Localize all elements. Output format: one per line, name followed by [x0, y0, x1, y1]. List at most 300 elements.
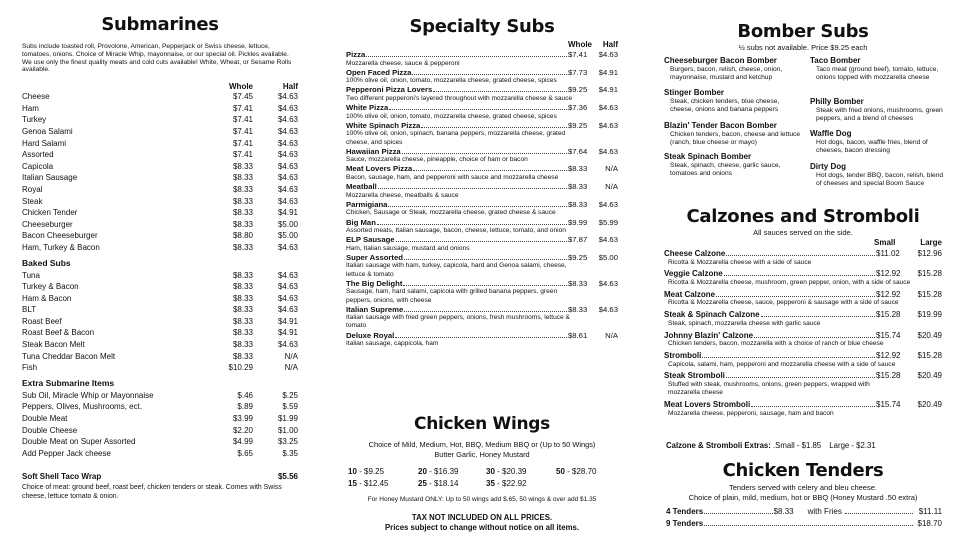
half-price: $4.63 — [598, 146, 618, 156]
item-description: Steak, spinach, mozzarella cheese with garlic sauce — [668, 319, 821, 327]
baked-subs-title: Baked Subs — [22, 257, 71, 268]
specialty-item-line — [346, 85, 618, 95]
dot-leader — [389, 109, 567, 110]
large-price: $15.28 — [917, 350, 942, 360]
half-price: $4.91 — [277, 328, 298, 338]
half-price: $4.63 — [277, 92, 298, 102]
half-price: $4.63 — [277, 293, 298, 303]
item-name: Meat Lovers Pizza — [346, 164, 413, 174]
extra-items-title: Extra Submarine Items — [22, 377, 115, 388]
whole-price: $8.33 — [232, 242, 253, 252]
whole-price: $8.61 — [568, 330, 588, 340]
half-price: N/A — [605, 164, 618, 174]
half-price: $4.91 — [598, 85, 618, 95]
half-price: $4.63 — [598, 50, 618, 59]
bomber-item — [664, 56, 804, 82]
half-price: $4.63 — [277, 103, 298, 113]
specialty-item-line — [346, 103, 618, 113]
item-name: Hard Salami — [22, 138, 67, 148]
item-description: Burgers, bacon, relish, cheese, onion, mayonnaise, mustard and ketchup — [670, 66, 783, 81]
dot-leader — [396, 241, 567, 242]
item-name: Tuna — [22, 270, 40, 280]
item-description: Taco meat (ground beef), tomato, lettuce, onions topped with mozzarella cheese — [816, 66, 939, 81]
dot-leader — [761, 316, 875, 317]
item-name: Open Faced Pizza — [346, 67, 412, 77]
menu-item-row — [22, 196, 298, 208]
calzone-extras-large: Large - $2.31 — [829, 441, 876, 450]
whole-price: $9.99 — [568, 217, 588, 227]
item-description: Chicken, Sausage or Steak, mozzarella cheese, grated cheese & sauce — [346, 209, 556, 217]
whole-price: $8.33 — [232, 208, 253, 218]
item-description: 100% olive oil, onion, spinach, banana peppers, mozzarella cheese, grated cheese, and spices — [346, 130, 566, 146]
item-description: Sauce, mozzarella cheese, pineapple, choice of ham or bacon — [346, 156, 528, 164]
wing-count: 25 — [418, 479, 427, 488]
calzone-item — [664, 290, 942, 308]
tenders-choice: Choice of plain, mild, medium, hot or BBQ (Honey Mustard .50 extra) — [688, 493, 918, 502]
bomber-item — [664, 121, 804, 147]
bomber-column — [664, 0, 942, 548]
tenders-list — [666, 506, 942, 530]
whole-price: $8.33 — [568, 164, 588, 174]
whole-price: $7.45 — [232, 92, 253, 102]
item-name: Steak Bacon Melt — [22, 340, 85, 350]
item-description: Mozzarella cheese, meatballs & sauce — [346, 191, 459, 199]
dot-leader — [403, 285, 567, 286]
half-price: $1.99 — [277, 414, 298, 424]
honey-mustard-note: For Honey Mustard ONLY: Up to 50 wings add $.65, 50 wings & over add $1.35 — [367, 496, 597, 503]
item-name: Stinger Bomber — [664, 88, 725, 97]
item-description: Chicken tenders, bacon, mozzarella with a choice of ranch or blue cheese — [668, 340, 884, 348]
item-name: Dirty Dog — [810, 162, 846, 171]
whole-price: $9.25 — [568, 252, 588, 262]
specialty-title: Specialty Subs — [409, 16, 555, 37]
menu-item-row — [22, 230, 298, 242]
whole-price: $8.33 — [568, 182, 588, 192]
specialty-list — [346, 50, 618, 348]
wings-price-grid — [348, 467, 616, 491]
extra-items-list — [22, 390, 298, 460]
dot-leader — [724, 275, 875, 276]
menu-item-row — [22, 103, 298, 115]
wings-choice: Choice of Mild, Medium, Hot, BBQ, Medium BBQ or (Up to 50 Wings) — [368, 440, 596, 449]
menu-item-row — [22, 207, 298, 219]
dot-leader — [413, 170, 567, 171]
whole-price: $8.33 — [232, 293, 253, 303]
item-name: Roast Beef & Bacon — [22, 328, 95, 338]
half-price: $4.63 — [277, 184, 298, 194]
item-description: Assorted meats, Italian sausage, bacon, cheese, lettuce, tomato, and onion — [346, 227, 566, 235]
item-description: Italian sausage with ham, turkey, capicola, hard and Genoa salami, cheese, lettuce & tomato — [346, 262, 567, 278]
item-description: 100% olive oil, onion, tomato, mozzarella cheese, grated cheese, spices — [346, 112, 557, 120]
whole-price: $9.25 — [568, 120, 588, 130]
small-header: Small — [874, 238, 896, 247]
specialty-item — [346, 305, 618, 331]
item-name: ELP Sausage — [346, 235, 395, 245]
whole-price: $2.20 — [232, 425, 253, 435]
wing-price: 20 - $16.39 — [418, 467, 459, 476]
whole-price: $7.36 — [568, 103, 588, 113]
bomber-item — [664, 152, 804, 178]
half-price: $4.63 — [277, 161, 298, 171]
item-description: Bacon, sausage, ham, and pepperoni with sauce and mozzarella cheese — [346, 173, 559, 181]
large-price: $15.28 — [917, 269, 942, 279]
wing-price: 10 - $9.25 — [348, 467, 385, 476]
specialty-item — [346, 182, 618, 200]
baked-subs-list — [22, 270, 298, 374]
dot-leader — [716, 296, 875, 297]
calzone-item-line — [664, 310, 942, 320]
item-name: Taco Bomber — [810, 56, 861, 65]
bomber-item — [810, 162, 944, 188]
whole-price: $8.80 — [232, 231, 253, 241]
item-name: Cheese — [22, 92, 50, 102]
item-name: Steak — [22, 196, 43, 206]
half-price: $4.63 — [598, 120, 618, 130]
taco-wrap-row — [22, 471, 298, 483]
item-name: Super Assorted — [346, 252, 403, 262]
whole-price: $7.41 — [568, 50, 588, 59]
menu-item-row — [22, 304, 298, 316]
half-price: $5.99 — [598, 217, 618, 227]
dot-leader — [366, 56, 567, 57]
item-name: Steak Stromboli — [664, 371, 725, 381]
item-name: White Pizza — [346, 103, 389, 113]
whole-price: $.65 — [237, 448, 253, 458]
item-name: 4 Tenders — [666, 507, 704, 516]
menu-item-row — [22, 351, 298, 363]
specialty-item — [346, 164, 618, 182]
whole-price: $8.33 — [232, 305, 253, 315]
dot-leader — [704, 525, 913, 526]
specialty-item-line — [346, 147, 618, 157]
menu-item-row — [22, 425, 298, 437]
specialty-item-line — [346, 68, 618, 78]
large-price: $19.99 — [917, 310, 942, 320]
half-price: $4.63 — [277, 196, 298, 206]
wings-title: Chicken Wings — [414, 414, 550, 434]
calzone-item-line — [664, 331, 942, 341]
item-name: Pizza — [346, 50, 366, 59]
item-description: Chicken tenders, bacon, cheese and lettuce (ranch, blue cheese or mayo) — [670, 131, 801, 146]
tenders-title: Chicken Tenders — [722, 460, 884, 481]
specialty-item — [346, 121, 618, 147]
half-price: $4.63 — [277, 126, 298, 136]
wing-price: 30 - $20.39 — [486, 467, 527, 476]
half-price: N/A — [284, 351, 298, 361]
half-price: N/A — [605, 182, 618, 192]
dot-leader — [702, 357, 875, 358]
item-name: Ham & Bacon — [22, 293, 72, 303]
item-name: Deluxe Royal — [346, 330, 395, 340]
whole-price: $8.33 — [568, 278, 588, 288]
specialty-item — [346, 147, 618, 165]
specialty-item — [346, 68, 618, 86]
calzone-extras-small: .Small - $1.85 — [773, 441, 822, 450]
item-name: BLT — [22, 305, 37, 315]
half-price: $4.63 — [277, 270, 298, 280]
item-name: Double Cheese — [22, 425, 78, 435]
taco-wrap-price: $5.56 — [277, 472, 298, 482]
half-header: Half — [282, 82, 298, 92]
small-price: $15.74 — [876, 399, 901, 409]
item-name: Cheese Calzone — [664, 249, 726, 258]
large-price: $12.96 — [917, 249, 942, 258]
item-name: Sub Oil, Miracle Whip or Mayonnaise — [22, 390, 154, 400]
whole-price: $7.41 — [232, 138, 253, 148]
specialty-header — [346, 40, 618, 50]
half-price: $4.63 — [277, 340, 298, 350]
whole-price: $8.33 — [232, 270, 253, 280]
calzones-header — [664, 238, 942, 247]
specialty-whole-header: Whole — [568, 40, 592, 49]
specialty-item-line — [346, 121, 618, 131]
whole-price: $.89 — [237, 402, 253, 412]
menu-item-row — [22, 362, 298, 374]
tender-price: $8.33 — [773, 507, 794, 516]
wing-price-value: $9.25 — [364, 467, 385, 476]
whole-price: $.46 — [237, 390, 253, 400]
dot-leader — [388, 206, 567, 207]
wing-price-value: $16.39 — [434, 467, 459, 476]
whole-price: $8.33 — [232, 328, 253, 338]
taco-wrap-name: Soft Shell Taco Wrap — [22, 472, 102, 482]
dot-leader — [726, 377, 875, 378]
calzone-item — [664, 249, 942, 267]
item-name: Fish — [22, 363, 38, 373]
large-price: $20.49 — [917, 330, 942, 340]
item-name: Genoa Salami — [22, 126, 73, 136]
menu-item-row — [22, 390, 298, 402]
item-name: Cheeseburger — [22, 219, 73, 229]
dot-leader — [704, 513, 772, 514]
wing-count: 50 — [556, 467, 565, 476]
specialty-item — [346, 235, 618, 253]
item-name: Double Meat — [22, 414, 68, 424]
item-description: Ricotta & Mozzarella cheese, sauce, pepperoni & sausage with a side of sauce — [668, 299, 899, 307]
item-description: Hot dogs, bacon, waffle fries, blend of cheeses, bacon dressing — [816, 139, 928, 154]
item-name: Meat Lovers Stromboli — [664, 399, 751, 409]
item-name: Johnny Blazin' Calzone — [664, 330, 754, 340]
half-price: $4.63 — [598, 199, 618, 209]
bomber-item — [810, 97, 944, 123]
menu-item-row — [22, 413, 298, 425]
whole-price: $7.41 — [232, 115, 253, 125]
menu-item-row — [22, 161, 298, 173]
calzone-item — [664, 269, 942, 287]
item-name: Stromboli — [664, 350, 702, 360]
menu-item-row — [22, 138, 298, 150]
menu-item-row — [22, 184, 298, 196]
calzone-item — [664, 310, 942, 328]
small-price: $15.74 — [876, 330, 901, 340]
small-price: $12.92 — [876, 269, 901, 279]
item-description: Two different pepperoni's layered throughout with mozzarella cheese & sauce — [346, 94, 573, 102]
item-name: Turkey & Bacon — [22, 282, 79, 292]
item-description: Sausage, ham, hard salami, capicola with grilled banana peppers, green peppers, onions, with cheese — [346, 288, 558, 304]
specialty-item-line — [346, 182, 618, 192]
half-price: $5.00 — [598, 252, 618, 262]
specialty-item — [346, 103, 618, 121]
dot-leader — [412, 74, 567, 75]
wing-count: 35 — [486, 479, 495, 488]
small-price: $11.02 — [876, 249, 900, 258]
half-price: $4.63 — [277, 282, 298, 292]
item-name: Blazin' Tender Bacon Bomber — [664, 121, 777, 130]
specialty-item-line — [346, 164, 618, 174]
item-name: Peppers, Olives, Mushrooms, ect. — [22, 402, 143, 412]
menu-item-row — [22, 436, 298, 448]
dot-leader — [421, 127, 567, 128]
item-name: Veggie Calzone — [664, 269, 723, 279]
item-name: Chicken Tender — [22, 208, 78, 218]
item-name: Steak Spinach Bomber — [664, 152, 752, 161]
item-name: Double Meat on Super Assorted — [22, 437, 136, 447]
item-name: Steak & Spinach Calzone — [664, 310, 760, 320]
bomber-item — [664, 88, 804, 114]
menu-item-row — [22, 126, 298, 138]
whole-price: $8.33 — [232, 219, 253, 229]
wing-count: 10 — [348, 467, 357, 476]
calzone-item-line — [664, 351, 942, 361]
item-description: Steak, spinach, cheese, garlic sauce, tomatoes and onions — [670, 162, 781, 177]
whole-price: $8.33 — [568, 199, 588, 209]
whole-price: $7.87 — [568, 235, 588, 245]
calzone-item-line — [664, 400, 942, 410]
tender-row — [666, 518, 942, 530]
item-description: 100% olive oil, onion, tomato, mozzarella cheese, grated cheese, spices — [346, 77, 557, 85]
dot-leader — [404, 259, 567, 260]
whole-price: $9.25 — [568, 85, 588, 95]
item-name: Italian Supreme — [346, 304, 404, 314]
menu-item-row — [22, 327, 298, 339]
menu-item-row — [22, 316, 298, 328]
half-price: $4.63 — [277, 115, 298, 125]
wings-choice-2: Butter Garlic, Honey Mustard — [434, 450, 530, 459]
tender-row — [666, 506, 942, 518]
half-price: $4.91 — [598, 67, 618, 77]
menu-item-row — [22, 448, 298, 460]
whole-price: $8.33 — [232, 196, 253, 206]
item-name: Cheeseburger Bacon Bomber — [664, 56, 777, 65]
menu-item-row — [22, 281, 298, 293]
wing-price: 35 - $22.92 — [486, 479, 527, 488]
menu-item-row — [22, 91, 298, 103]
whole-header: Whole — [229, 82, 253, 92]
tax-note: TAX NOT INCLUDED ON ALL PRICES. — [411, 513, 553, 522]
calzone-item — [664, 400, 942, 418]
specialty-item — [346, 200, 618, 218]
whole-price: $8.33 — [568, 304, 588, 314]
whole-price: $4.99 — [232, 437, 253, 447]
item-name: White Spinach Pizza — [346, 120, 421, 130]
half-price: N/A — [284, 363, 298, 373]
specialty-item-line — [346, 279, 618, 289]
bomber-title: Bomber Subs — [737, 21, 869, 42]
half-price: $.35 — [282, 448, 298, 458]
item-name: The Big Delight — [346, 278, 403, 288]
wing-price: 50 - $28.70 — [556, 467, 597, 476]
specialty-item-line — [346, 331, 618, 341]
item-name: Meatball — [346, 182, 377, 192]
half-price: $.25 — [282, 390, 298, 400]
half-price: $4.63 — [277, 138, 298, 148]
item-name: Meat Calzone — [664, 289, 716, 299]
menu-item-row — [22, 293, 298, 305]
item-name: Turkey — [22, 115, 47, 125]
dot-leader — [402, 153, 567, 154]
calzone-extras — [666, 441, 942, 450]
specialty-item-line — [346, 253, 618, 263]
item-description: Mozzarella cheese, sauce & pepperoni — [346, 59, 460, 67]
item-name: Waffle Dog — [810, 129, 852, 138]
bomber-item — [810, 56, 944, 82]
menu-item-row — [22, 219, 298, 231]
dot-leader — [726, 255, 875, 256]
half-price: $4.63 — [598, 304, 618, 314]
half-price: $4.63 — [598, 235, 618, 245]
specialty-item-line — [346, 50, 618, 60]
fries-price: $18.70 — [917, 519, 942, 528]
whole-price: $10.29 — [228, 363, 253, 373]
item-name: 9 Tenders — [666, 519, 704, 528]
item-description: Stuffed with steak, mushrooms, onions, green peppers, wrapped with mozzarella cheese — [668, 380, 870, 397]
large-header: Large — [920, 238, 942, 247]
item-description: Steak with fried onions, mushrooms, green peppers, and a blend of cheeses — [816, 107, 943, 122]
large-price: $20.49 — [917, 399, 942, 409]
specialty-item — [346, 253, 618, 279]
half-price: N/A — [605, 330, 618, 340]
whole-price: $8.33 — [232, 351, 253, 361]
menu-item-row — [22, 149, 298, 161]
item-name: Parmigiana — [346, 199, 388, 209]
item-name: Assorted — [22, 150, 54, 160]
item-name: Tuna Cheddar Bacon Melt — [22, 351, 116, 361]
menu-item-row — [22, 339, 298, 351]
small-price: $15.28 — [876, 371, 901, 381]
specialty-column — [346, 0, 618, 548]
item-description: Italian sausage, cappicola, ham — [346, 340, 439, 348]
half-price: $4.63 — [277, 305, 298, 315]
item-name: Ham, Turkey & Bacon — [22, 242, 100, 252]
submarines-column — [22, 0, 298, 548]
half-price: $1.00 — [277, 425, 298, 435]
specialty-item — [346, 279, 618, 305]
menu-item-row — [22, 242, 298, 254]
dot-leader — [754, 337, 875, 338]
menu-item-row — [22, 172, 298, 184]
large-price: $20.49 — [917, 371, 942, 381]
bomber-subtitle: ½ subs not available. Price $9.25 each — [738, 43, 868, 52]
half-price: $4.63 — [277, 173, 298, 183]
submarines-intro: Subs include toasted roll, Provolone, American, Pepperjack or Swiss cheese, lettuce, tomatoes, onions. Choice of Miracle Whip, mayonnaise, or our special oil. Pickles available. We use only the finest quality meats and cold cuts available! White, Wheat, or Sesame Rolls available. — [22, 43, 292, 74]
wing-count: 30 — [486, 467, 495, 476]
calzone-item — [664, 331, 942, 349]
submarines-title: Submarines — [101, 14, 219, 35]
dot-leader — [378, 188, 567, 189]
item-description: Mozzarella cheese, pepperoni, sausage, ham and bacon — [668, 409, 834, 417]
menu-item-row — [22, 401, 298, 413]
whole-price: $8.33 — [232, 184, 253, 194]
item-name: Ham — [22, 103, 39, 113]
calzone-item — [664, 371, 942, 397]
calzone-item-line — [664, 290, 942, 300]
specialty-item-line — [346, 235, 618, 245]
taco-wrap-desc: Choice of meat: ground beef, roast beef, chicken tenders or steak. Comes with Swiss cheese, lettuce tomato & onion. — [22, 484, 282, 500]
calzone-item-line — [664, 249, 942, 259]
whole-price: $8.33 — [232, 340, 253, 350]
dot-leader — [751, 406, 875, 407]
calzone-item — [664, 351, 942, 369]
